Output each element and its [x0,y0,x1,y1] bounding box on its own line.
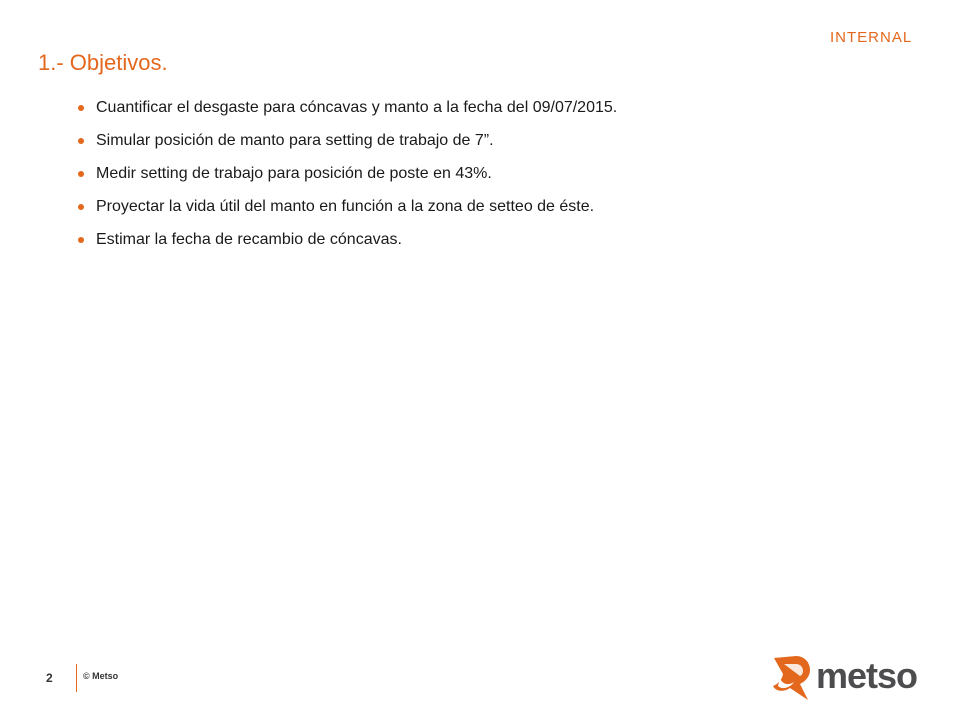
footer-divider [76,664,77,692]
copyright-text: © Metso [83,671,119,681]
bullet-dot-icon [78,237,84,243]
list-item-text: Estimar la fecha de recambio de cóncavas. [96,231,402,248]
list-item-text: Cuantificar el desgaste para cóncavas y manto a la fecha del 09/07/2015. [96,99,618,116]
list-item-text: Medir setting de trabajo para posición de poste en 43%. [96,165,492,182]
list-item-text: Proyectar la vida útil del manto en función a la zona de setteo de éste. [96,198,595,215]
classification-label: INTERNAL [830,29,913,46]
bullet-dot-icon [78,204,84,210]
list-item-text: Simular posición de manto para setting de trabajo de 7”. [96,132,494,149]
bullet-dot-icon [78,105,84,111]
metso-logo [770,654,922,702]
list-item [78,197,617,217]
list-item [78,230,617,250]
list-item [78,98,617,118]
metso-logo-icon [770,654,814,702]
page-number: 2 [46,671,53,685]
list-item [78,164,617,184]
logo-wordmark: metso [816,655,918,696]
objectives-list [78,98,617,263]
list-item [78,131,617,151]
bullet-dot-icon [78,171,84,177]
slide-title: 1.- Objetivos. [38,50,168,75]
bullet-dot-icon [78,138,84,144]
